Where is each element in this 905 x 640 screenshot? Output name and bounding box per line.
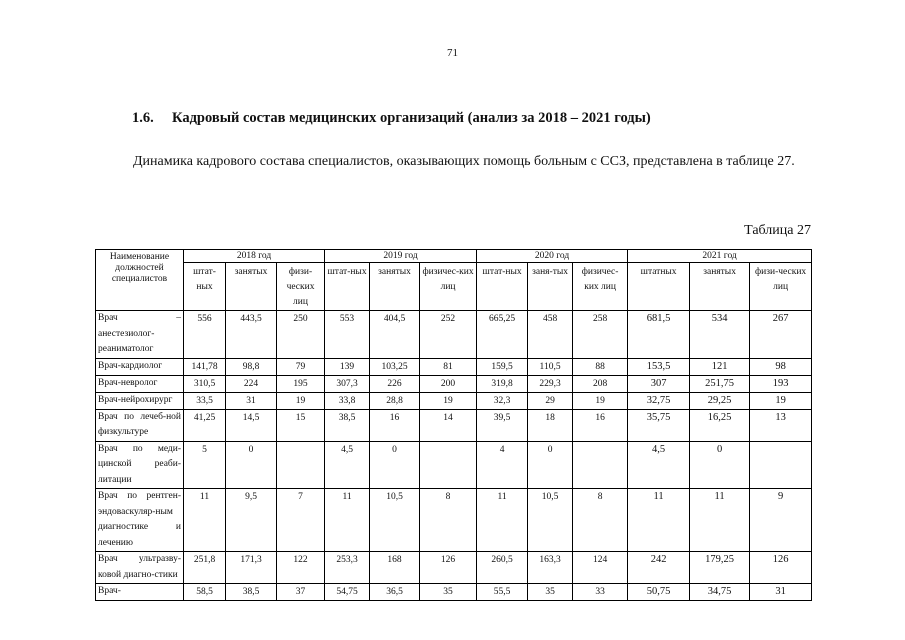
page-number: 71 [447,47,458,59]
value-cell: 35 [420,584,477,601]
table-row [96,552,812,584]
subheader-cell: штат-ных [477,263,528,311]
table-row [96,409,812,441]
value-cell: 18 [528,409,573,441]
table-body [96,311,812,601]
value-cell: 224 [226,375,277,392]
value-cell: 443,5 [226,311,277,359]
value-cell: 4,5 [628,441,690,489]
value-cell: 33 [573,584,628,601]
value-cell: 126 [750,552,812,584]
table-row [96,441,812,489]
year-header: 2019 год [325,250,477,263]
table-row [96,311,812,359]
table-row [96,375,812,392]
value-cell: 208 [573,375,628,392]
value-cell: 33,5 [184,392,226,409]
value-cell: 195 [277,375,325,392]
value-cell: 31 [226,392,277,409]
row-name-cell: Врач ультразву-ковой диагно-стики [96,552,184,584]
value-cell: 110,5 [528,358,573,375]
value-cell: 14,5 [226,409,277,441]
value-cell: 126 [420,552,477,584]
value-cell: 58,5 [184,584,226,601]
value-cell: 29,25 [690,392,750,409]
value-cell: 32,3 [477,392,528,409]
value-cell: 16 [573,409,628,441]
table-caption: Таблица 27 [744,223,811,238]
value-cell: 200 [420,375,477,392]
value-cell: 4 [477,441,528,489]
year-header: 2018 год [184,250,325,263]
value-cell: 41,25 [184,409,226,441]
value-cell: 10,5 [528,489,573,552]
value-cell: 534 [690,311,750,359]
year-header: 2020 год [477,250,628,263]
value-cell: 458 [528,311,573,359]
value-cell: 11 [184,489,226,552]
value-cell: 36,5 [370,584,420,601]
value-cell: 16,25 [690,409,750,441]
value-cell: 11 [628,489,690,552]
subheader-cell: физичес-ких лиц [420,263,477,311]
subheader-cell: физичес-ких лиц [573,263,628,311]
value-cell: 37 [277,584,325,601]
row-name-cell: Врач-невролог [96,375,184,392]
value-cell: 193 [750,375,812,392]
subheader-cell: штатных [628,263,690,311]
value-cell: 9,5 [226,489,277,552]
value-cell: 8 [573,489,628,552]
value-cell: 153,5 [628,358,690,375]
value-cell: 229,3 [528,375,573,392]
value-cell: 404,5 [370,311,420,359]
year-header-row [96,250,812,263]
value-cell: 11 [325,489,370,552]
subheader-cell: штат-ных [184,263,226,311]
subheader-row [96,263,812,311]
value-cell: 16 [370,409,420,441]
row-name-cell: Врач по лечеб-ной физкультуре [96,409,184,441]
row-name-cell: Врач по рентген-эндоваскуляр-ным диагностике и лечению [96,489,184,552]
row-name-cell: Врач – анестезиолог-реаниматолог [96,311,184,359]
subheader-cell: физи-ческих лиц [277,263,325,311]
name-column-header: Наименование должностей специалистов [96,250,184,311]
value-cell: 681,5 [628,311,690,359]
value-cell: 15 [277,409,325,441]
row-name-cell: Врач-нейрохирург [96,392,184,409]
subheader-cell: заня-тых [528,263,573,311]
value-cell: 242 [628,552,690,584]
value-cell: 124 [573,552,628,584]
value-cell: 38,5 [226,584,277,601]
value-cell: 39,5 [477,409,528,441]
value-cell: 33,8 [325,392,370,409]
value-cell: 253,3 [325,552,370,584]
value-cell: 13 [750,409,812,441]
value-cell: 307,3 [325,375,370,392]
value-cell: 35,75 [628,409,690,441]
value-cell [750,441,812,489]
value-cell: 103,25 [370,358,420,375]
value-cell: 226 [370,375,420,392]
value-cell: 267 [750,311,812,359]
value-cell: 665,25 [477,311,528,359]
row-name-cell: Врач- [96,584,184,601]
subheader-cell: занятых [226,263,277,311]
value-cell: 5 [184,441,226,489]
value-cell: 260,5 [477,552,528,584]
value-cell: 55,5 [477,584,528,601]
value-cell: 19 [573,392,628,409]
value-cell: 79 [277,358,325,375]
value-cell: 4,5 [325,441,370,489]
value-cell: 19 [750,392,812,409]
value-cell: 7 [277,489,325,552]
value-cell: 81 [420,358,477,375]
value-cell: 179,25 [690,552,750,584]
year-header: 2021 год [628,250,812,263]
value-cell: 19 [277,392,325,409]
section-heading [132,110,651,127]
value-cell: 310,5 [184,375,226,392]
value-cell: 9 [750,489,812,552]
value-cell: 50,75 [628,584,690,601]
table-row [96,392,812,409]
value-cell: 121 [690,358,750,375]
section-number: 1.6. [132,110,154,126]
value-cell: 122 [277,552,325,584]
table-row [96,584,812,601]
value-cell: 319,8 [477,375,528,392]
value-cell: 19 [420,392,477,409]
value-cell: 0 [528,441,573,489]
value-cell: 251,75 [690,375,750,392]
row-name-cell: Врач по меди-цинской реаби-литации [96,441,184,489]
intro-paragraph: Динамика кадрового состава специалистов, оказывающих помощь больным с ССЗ, представлена в таблице 27. [133,154,795,169]
value-cell: 35 [528,584,573,601]
value-cell: 168 [370,552,420,584]
value-cell: 553 [325,311,370,359]
value-cell: 11 [690,489,750,552]
value-cell [277,441,325,489]
value-cell: 98,8 [226,358,277,375]
value-cell: 141,78 [184,358,226,375]
value-cell [420,441,477,489]
value-cell: 250 [277,311,325,359]
value-cell: 28,8 [370,392,420,409]
value-cell: 98 [750,358,812,375]
value-cell: 556 [184,311,226,359]
subheader-cell: занятых [370,263,420,311]
subheader-cell: физи-ческих лиц [750,263,812,311]
value-cell: 252 [420,311,477,359]
section-title: Кадровый состав медицинских организаций (анализ за 2018 – 2021 годы) [172,110,651,126]
table-row [96,358,812,375]
table-row [96,489,812,552]
value-cell: 258 [573,311,628,359]
value-cell: 34,75 [690,584,750,601]
value-cell [573,441,628,489]
staffing-table [95,249,812,601]
value-cell: 14 [420,409,477,441]
value-cell: 32,75 [628,392,690,409]
value-cell: 251,8 [184,552,226,584]
value-cell: 38,5 [325,409,370,441]
value-cell: 0 [226,441,277,489]
value-cell: 54,75 [325,584,370,601]
value-cell: 11 [477,489,528,552]
subheader-cell: занятых [690,263,750,311]
row-name-cell: Врач-кардиолог [96,358,184,375]
value-cell: 139 [325,358,370,375]
value-cell: 10,5 [370,489,420,552]
value-cell: 29 [528,392,573,409]
value-cell: 8 [420,489,477,552]
value-cell: 0 [690,441,750,489]
value-cell: 0 [370,441,420,489]
value-cell: 159,5 [477,358,528,375]
value-cell: 307 [628,375,690,392]
value-cell: 88 [573,358,628,375]
value-cell: 163,3 [528,552,573,584]
value-cell: 31 [750,584,812,601]
value-cell: 171,3 [226,552,277,584]
subheader-cell: штат-ных [325,263,370,311]
